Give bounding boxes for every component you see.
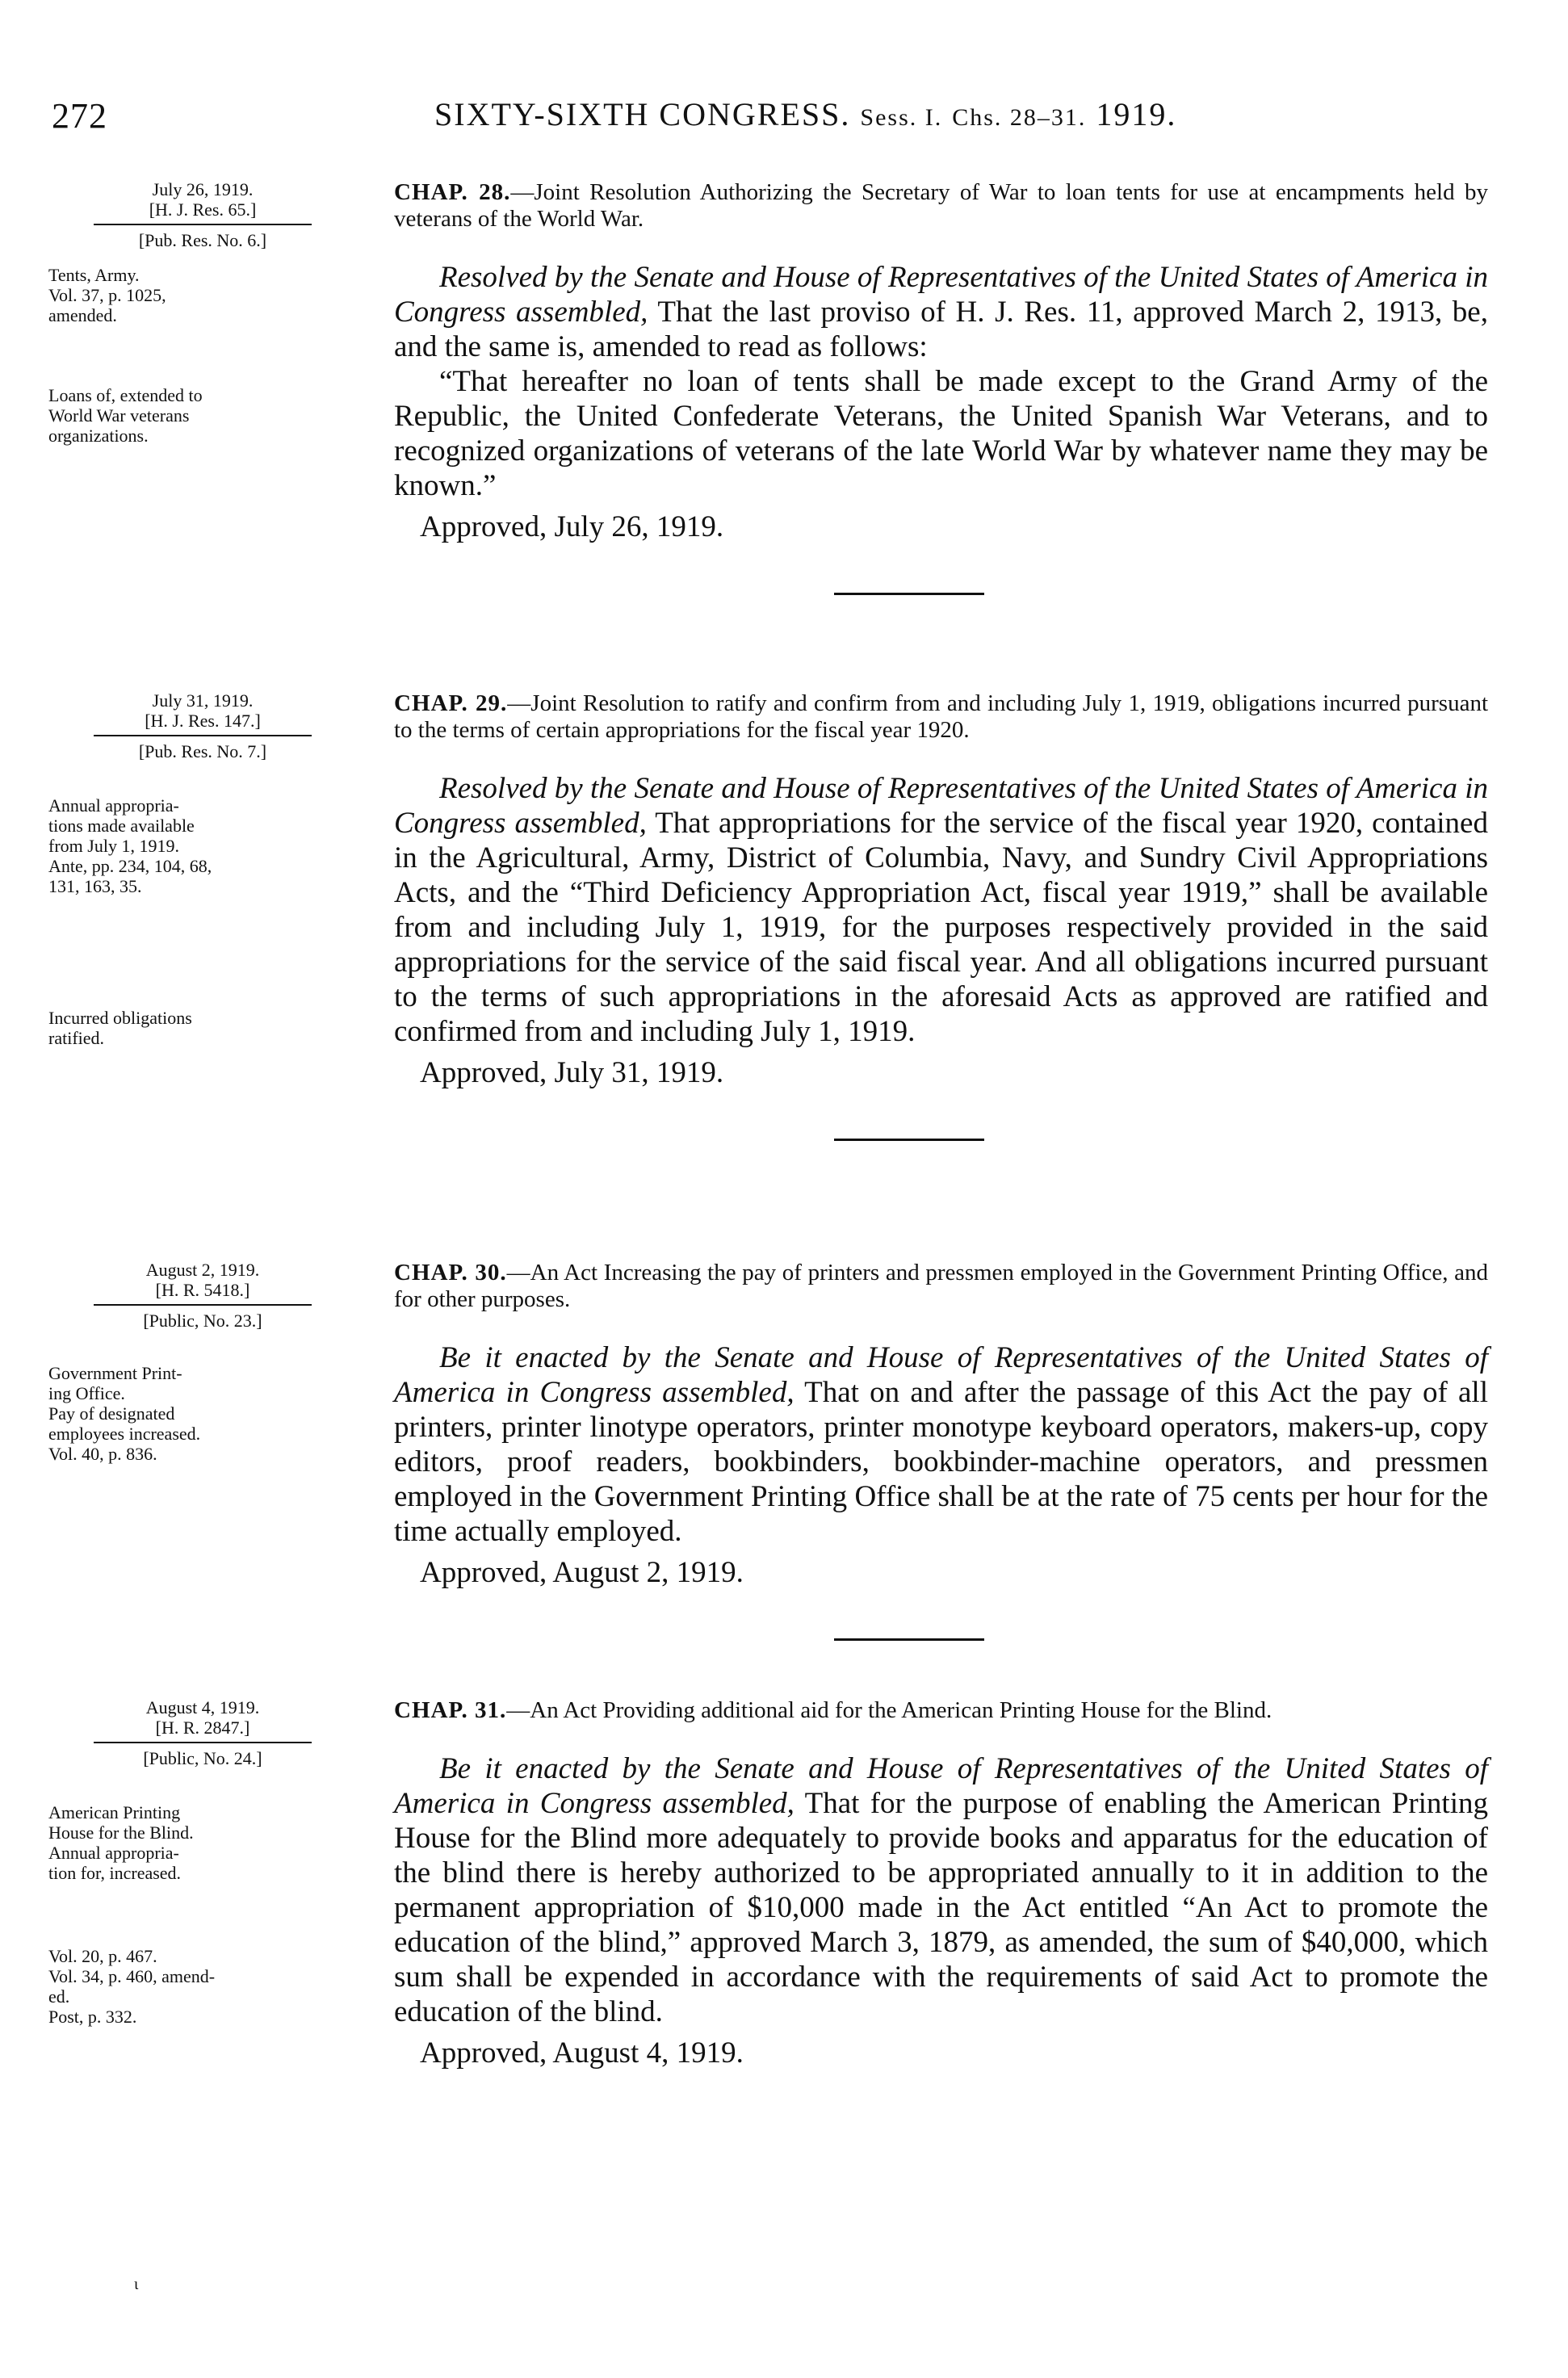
chapter-30-reference [94, 1260, 312, 1331]
chapter-29-caption: CHAP. 29.—Joint Resolution to ratify and confirm from and including July 1, 1919, obligations incurred pursuant to the terms of certain appropriations for the fiscal year 1920. [394, 690, 1488, 743]
chapter-31-margin [48, 1697, 388, 2064]
margin-note: World War veterans [48, 405, 190, 426]
chapter-30-margin [48, 1260, 388, 1501]
margin-note: Post, p. 332. [48, 2007, 137, 2027]
chapter-28-quoted-text: “That hereafter no loan of tents shall be made except to the Grand Army of the Republic, the United Confederate Veterans, the United Spanish War Veterans, and to recognized organizations of veterans of the late World War by whatever name they may be known.” [394, 365, 1488, 502]
chapter-28-date: July 26, 1919. [152, 179, 254, 199]
margin-note: Vol. 37, p. 1025, [48, 285, 166, 305]
margin-note: Vol. 40, p. 836. [48, 1444, 157, 1464]
congress-title: SIXTY-SIXTH CONGRESS. [434, 96, 851, 132]
chapter-31-content [394, 1697, 1488, 2070]
chapter-31-approved: Approved, August 4, 1919. [420, 2036, 744, 2070]
margin-note: Annual appropria- [48, 1843, 179, 1863]
stray-mark: ι [134, 2275, 139, 2293]
chapter-28-enacting: Resolved by the Senate and House of Representatives of the United States of America in Congress assembled, That the last proviso of H. J. Res. 11, approved March 2, 1913, be, and the same is, amended to read as follows: [394, 261, 1488, 363]
chapter-28-reference [94, 179, 312, 250]
chapter-28-content [394, 179, 1488, 595]
margin-note: amended. [48, 305, 117, 325]
chapter-30-enacting: Be it enacted by the Senate and House of Representatives of the United States of America in Congress assembled, That on and after the passage of this Act the pay of all printers, printer linotype operators, printer monotype keyboard operators, makers-up, copy editors, proof readers, bookbinders, bookbinder-machine operators, and pressmen employed in the Government Printing Office shall be at the rate of 75 cents per hour for the time actually employed. [394, 1341, 1488, 1548]
chapter-28-label: CHAP. 28. [394, 179, 511, 205]
enacting-clause: Resolved by the Senate and House of Representatives of the United States of America in Congress assembled, [394, 261, 1488, 329]
chapter-29-date: July 31, 1919. [152, 690, 254, 711]
page-number: 272 [52, 96, 107, 136]
chapter-31-date: August 4, 1919. [145, 1697, 260, 1717]
chapter-28-bill: [H. J. Res. 65.] [149, 199, 257, 220]
chapter-31-label: CHAP. 31. [394, 1697, 507, 1723]
chapter-28-caption: CHAP. 28.—Joint Resolution Authorizing the Secretary of War to loan tents for use at encampments held by veterans of the World War. [394, 179, 1488, 232]
margin-note: House for the Blind. [48, 1822, 194, 1843]
chapter-28-approved: Approved, July 26, 1919. [420, 510, 724, 543]
margin-note: 131, 163, 35. [48, 876, 142, 896]
margin-note: Annual appropria- [48, 795, 179, 816]
chapter-30-caption: CHAP. 30.—An Act Increasing the pay of printers and pressmen employed in the Government Printing Office, and for other purposes. [394, 1260, 1489, 1312]
margin-note: Government Print- [48, 1363, 182, 1383]
enacting-clause: Be it enacted by the Senate and House of Representatives of the United States of America in Congress assembled, [394, 1341, 1488, 1409]
margin-note: ed. [48, 1986, 70, 2007]
chapter-28-margin-notes [48, 265, 388, 446]
chapter-29-content [394, 690, 1488, 1141]
enacting-clause: Resolved by the Senate and House of Representatives of the United States of America in Congress assembled, [394, 772, 1488, 840]
chapters-range: Chs. 28–31. [952, 104, 1087, 131]
chapter-29-margin-notes [48, 795, 388, 1048]
chapter-29-margin [48, 690, 388, 1085]
margin-note: Tents, Army. [48, 265, 140, 285]
margin-note: tion for, increased. [48, 1863, 182, 1883]
chapter-29-reference [94, 690, 312, 761]
margin-note: Incurred obligations [48, 1008, 192, 1028]
margin-note: American Printing [48, 1802, 181, 1822]
margin-note: Ante, pp. 234, 104, 68, [48, 856, 212, 876]
chapter-30-date: August 2, 1919. [145, 1260, 260, 1280]
margin-note: Vol. 34, p. 460, amend- [48, 1966, 216, 1986]
chapter-30-approved: Approved, August 2, 1919. [420, 1556, 744, 1589]
chapter-30-bill: [H. R. 5418.] [155, 1280, 250, 1300]
enacting-clause: Be it enacted by the Senate and House of Representatives of the United States of America in Congress assembled, [394, 1752, 1488, 1820]
margin-note: organizations. [48, 426, 149, 446]
margin-note: Vol. 20, p. 467. [48, 1946, 157, 1966]
margin-note: Loans of, extended to [48, 385, 203, 405]
chapter-31-enacting: Be it enacted by the Senate and House of Representatives of the United States of America in Congress assembled, That for the purpose of enabling the American Printing House for the Blind more adequately to provide books and apparatus for the education of the blind there is hereby authorized to be appropriated annually to it in addition to the permanent appropriation of $10,000 made in the Act entitled “An Act to promote the education of the blind,” approved March 3, 1879, as amended, the sum of $40,000, which sum shall be expended in accordance with the requirements of said Act to promote the education of the blind. [394, 1752, 1488, 2028]
chapter-28-pub: [Pub. Res. No. 6.] [138, 230, 267, 250]
chapter-29-label: CHAP. 29. [394, 690, 508, 716]
chapter-29-approved: Approved, July 31, 1919. [420, 1056, 724, 1089]
section-divider [834, 1139, 984, 1141]
header-year: 1919. [1096, 96, 1177, 132]
chapter-31-caption: CHAP. 31.—An Act Providing additional aid for the American Printing House for the Blind. [394, 1697, 1272, 1723]
margin-note: ratified. [48, 1028, 105, 1048]
chapter-30-margin-notes [48, 1363, 388, 1464]
chapter-30-content [394, 1260, 1488, 1641]
chapter-31-margin-notes [48, 1802, 388, 2027]
chapter-31-bill: [H. R. 2847.] [155, 1717, 250, 1738]
margin-note: employees increased. [48, 1424, 201, 1444]
chapter-30-label: CHAP. 30. [394, 1260, 507, 1285]
chapter-30-pub: [Public, No. 23.] [143, 1311, 262, 1331]
margin-note: Pay of designated [48, 1403, 175, 1424]
session-label: Sess. I. [860, 104, 943, 131]
chapter-28-margin [48, 179, 388, 483]
chapter-29-enacting: Resolved by the Senate and House of Representatives of the United States of America in Congress assembled, That appropriations for the service of the fiscal year 1920, contained in the Agricultural, Army, District of Columbia, Navy, and Sundry Civil Appropriations Acts, and the “Third Deficiency Appropriation Act, fiscal year 1919,” shall be available from and including July 1, 1919, for the purposes respectively provided in the said appropriations for the service of the said fiscal year. And all obligations incurred pursuant to the terms of such appropriations in the aforesaid Acts as approved are ratified and confirmed from and including July 1, 1919. [394, 772, 1488, 1048]
chapter-29-bill: [H. J. Res. 147.] [145, 711, 261, 731]
chapter-31-reference [94, 1697, 312, 1768]
margin-note: from July 1, 1919. [48, 836, 179, 856]
section-divider [834, 1638, 984, 1641]
chapter-29-pub: [Pub. Res. No. 7.] [138, 741, 267, 761]
chapter-31-pub: [Public, No. 24.] [143, 1748, 262, 1768]
running-header [434, 95, 1176, 133]
margin-note: ing Office. [48, 1383, 125, 1403]
margin-note: tions made available [48, 816, 195, 836]
section-divider [834, 593, 984, 595]
